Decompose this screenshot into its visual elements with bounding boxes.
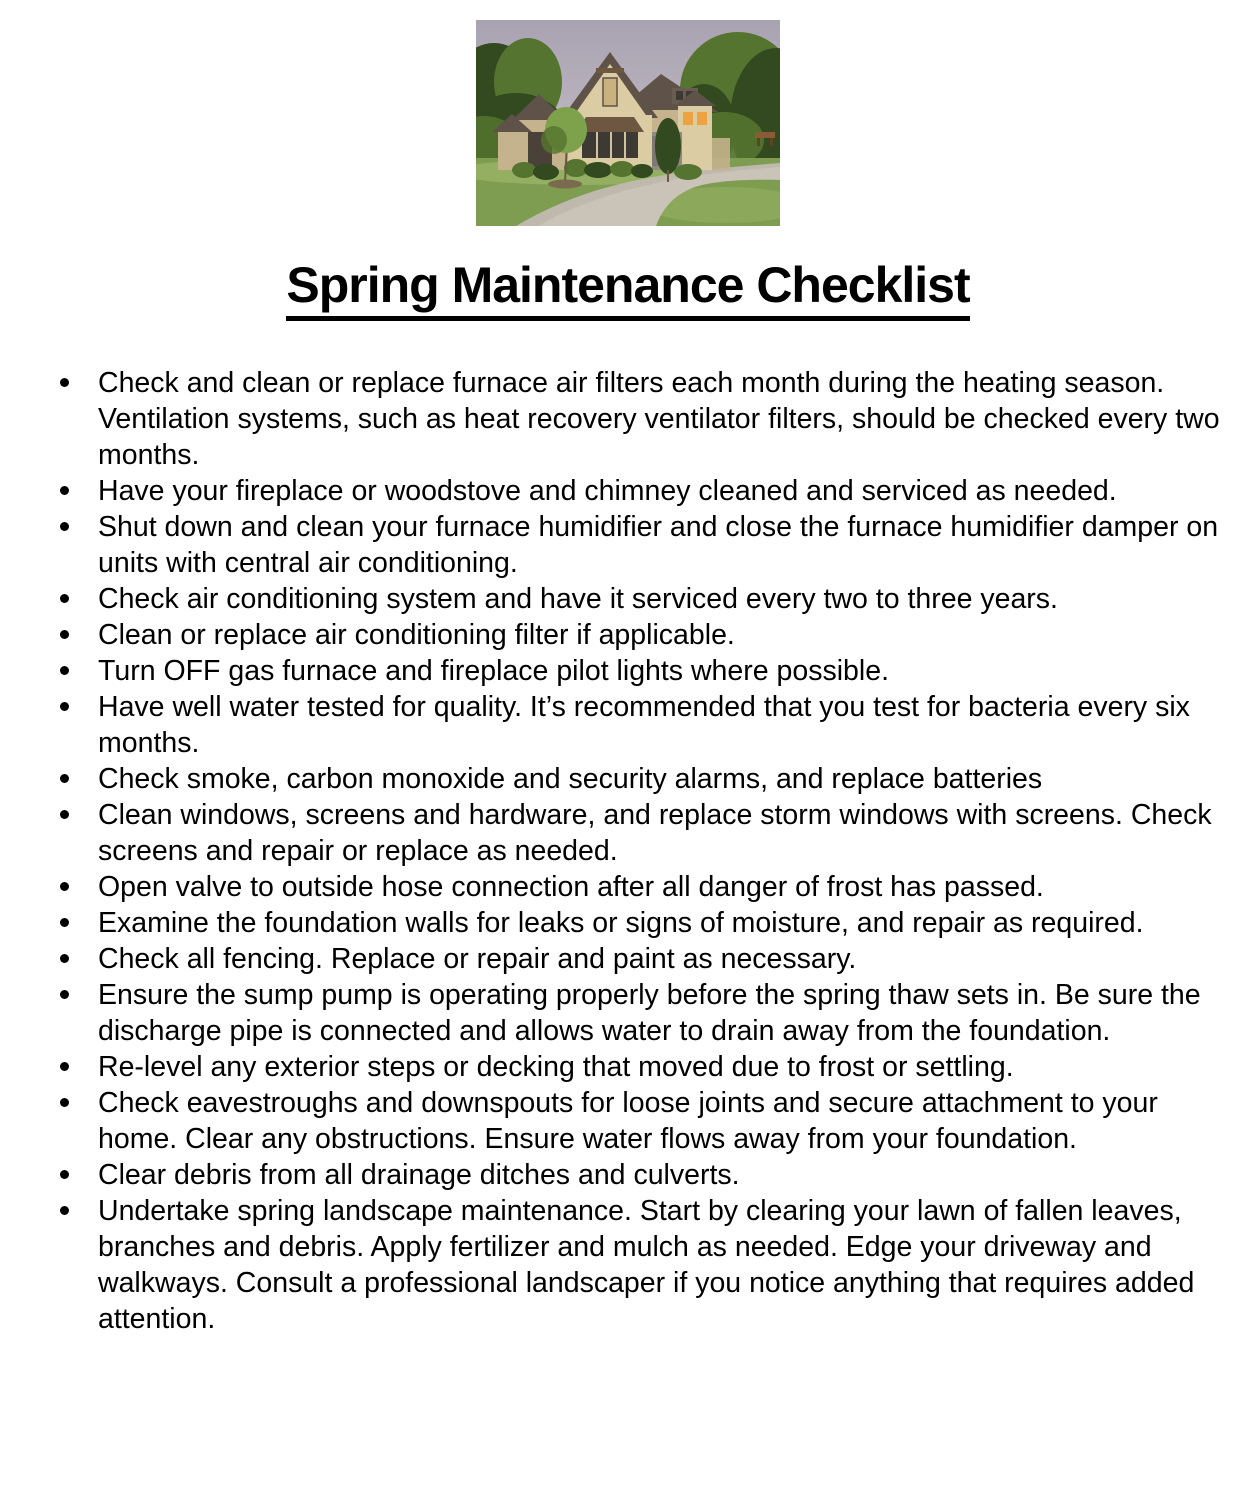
list-item (58, 581, 1222, 617)
list-item-text: Clean windows, screens and hardware, and replace storm windows with screens. Check screens and repair or replace as needed. (98, 799, 1212, 867)
list-item-text: Check smoke, carbon monoxide and security alarms, and replace batteries (98, 763, 1043, 795)
list-item (58, 1085, 1222, 1157)
list-item-text: Check and clean or replace furnace air filters each month during the heating season. Ventilation systems, such as heat recovery ventilator filters, should be checked every two months. (98, 367, 1220, 471)
list-item (58, 689, 1222, 761)
bullet-icon (60, 1206, 69, 1215)
bullet-icon (60, 954, 69, 963)
list-item-text: Check air conditioning system and have it serviced every two to three years. (98, 583, 1058, 615)
list-item-text: Open valve to outside hose connection after all danger of frost has passed. (98, 871, 1044, 903)
list-item-text: Turn OFF gas furnace and fireplace pilot lights where possible. (98, 655, 890, 687)
list-item (58, 941, 1222, 977)
list-item (58, 977, 1222, 1049)
bullet-icon (60, 1062, 69, 1071)
list-item-text: Clean or replace air conditioning filter if applicable. (98, 619, 735, 651)
list-item (58, 1157, 1222, 1193)
house-photo (476, 20, 780, 226)
list-item (58, 1193, 1222, 1337)
bullet-icon (60, 666, 69, 675)
bullet-icon (60, 378, 69, 387)
page-title (0, 258, 1256, 321)
list-item (58, 473, 1222, 509)
bullet-icon (60, 918, 69, 927)
bullet-icon (60, 810, 69, 819)
bullet-icon (60, 774, 69, 783)
list-item-text: Shut down and clean your furnace humidifier and close the furnace humidifier damper on units with central air conditioning. (98, 511, 1219, 579)
list-item-text: Ensure the sump pump is operating properly before the spring thaw sets in. Be sure the discharge pipe is connected and allows water to drain away from the foundation. (98, 979, 1201, 1047)
bullet-icon (60, 594, 69, 603)
list-item-text: Have well water tested for quality. It’s recommended that you test for bacteria every six months. (98, 691, 1190, 759)
list-item-text: Re-level any exterior steps or decking that moved due to frost or settling. (98, 1051, 1014, 1083)
bullet-icon (60, 522, 69, 531)
checklist (0, 365, 1256, 1337)
bullet-icon (60, 1170, 69, 1179)
list-item (58, 1049, 1222, 1085)
bullet-icon (60, 1098, 69, 1107)
list-item (58, 869, 1222, 905)
list-item (58, 905, 1222, 941)
list-item (58, 509, 1222, 581)
bullet-icon (60, 702, 69, 711)
page-title-text: Spring Maintenance Checklist (286, 258, 969, 321)
list-item (58, 761, 1222, 797)
list-item-text: Check all fencing. Replace or repair and paint as necessary. (98, 943, 857, 975)
list-item-text: Check eavestroughs and downspouts for loose joints and secure attachment to your home. Clear any obstructions. Ensure water flows away from your foundation. (98, 1087, 1158, 1155)
list-item-text: Undertake spring landscape maintenance. Start by clearing your lawn of fallen leaves, branches and debris. Apply fertilizer and mulch as needed. Edge your driveway and walkways. Consult a professional landscaper if you notice anything that requires added attention. (98, 1195, 1195, 1335)
list-item (58, 653, 1222, 689)
list-item-text: Clear debris from all drainage ditches and culverts. (98, 1159, 740, 1191)
list-item (58, 365, 1222, 473)
bullet-icon (60, 630, 69, 639)
list-item-text: Examine the foundation walls for leaks or signs of moisture, and repair as required. (98, 907, 1144, 939)
bullet-icon (60, 990, 69, 999)
bullet-icon (60, 486, 69, 495)
list-item (58, 617, 1222, 653)
list-item (58, 797, 1222, 869)
house-photo-illustration (476, 20, 780, 226)
list-item-text: Have your fireplace or woodstove and chimney cleaned and serviced as needed. (98, 475, 1117, 507)
bullet-icon (60, 882, 69, 891)
